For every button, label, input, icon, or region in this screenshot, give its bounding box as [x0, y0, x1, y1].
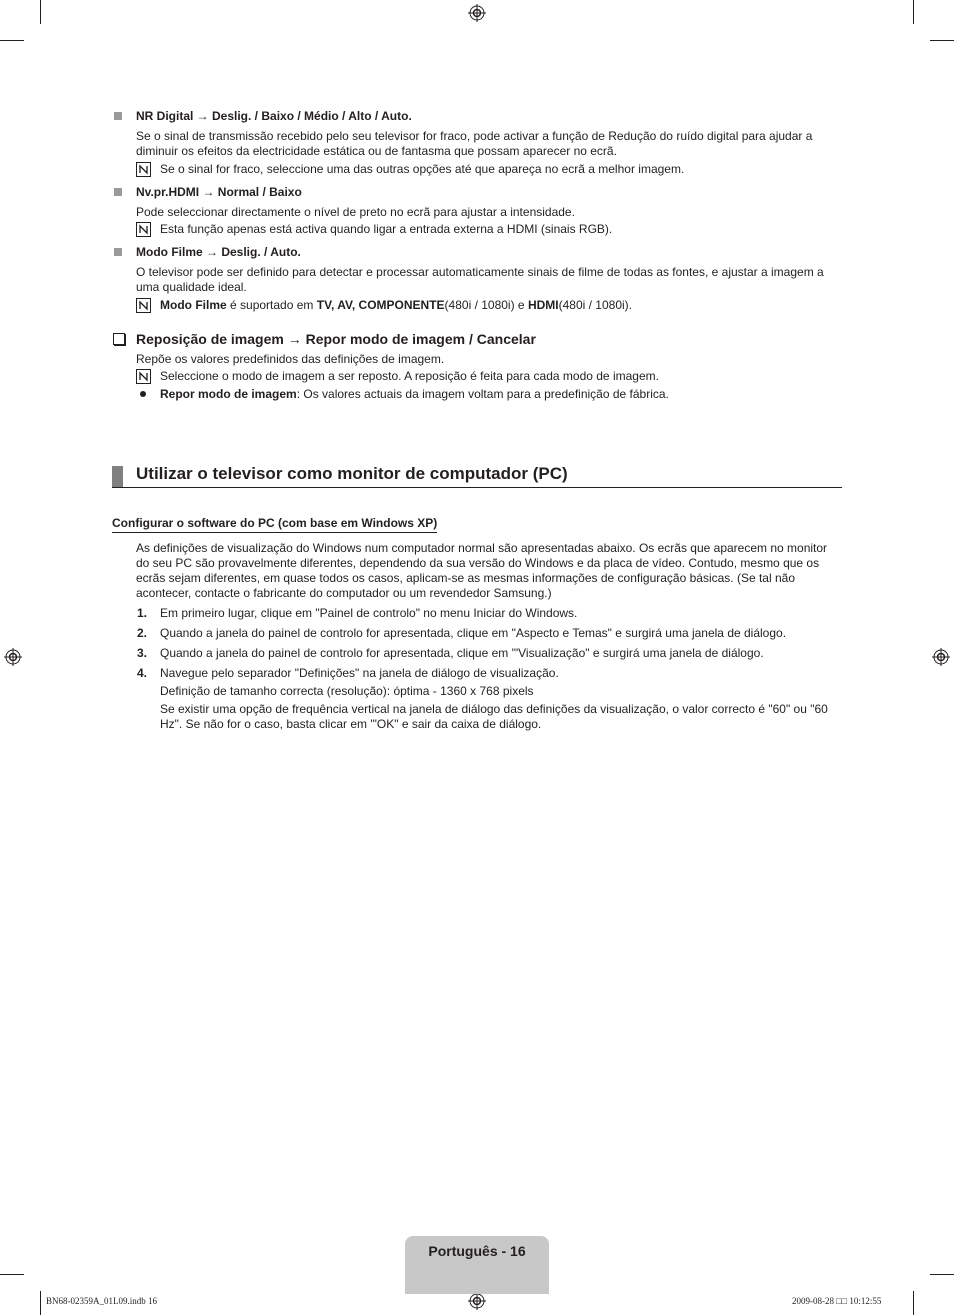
note-icon: [136, 222, 151, 237]
step-detail: Se existir uma opção de frequência vertical na janela de diálogo das definições da visualização, o valor correcto é "60" ou "60 Hz". Se não for o caso, basta clicar em '"OK" e sair da caixa de diálogo.: [160, 702, 828, 731]
bullet-bold: Repor modo de imagem: [160, 387, 297, 401]
crop-mark: [930, 1274, 954, 1275]
note-icon: [136, 298, 151, 313]
step-number: 4.: [137, 666, 148, 680]
crop-mark: [40, 1291, 41, 1315]
reset-title: Reposição de imagem → Repor modo de imagem / Cancelar: [136, 331, 536, 347]
note-bold: TV, AV, COMPONENTE: [316, 298, 445, 312]
item-text: Se o sinal de transmissão recebido pelo seu televisor for fraco, pode activar a função de Redução do ruído digital para ajudar a diminuir os efeitos da electricidade estática ou de fantasma que possam aparecer no ecrã.: [136, 129, 813, 158]
step-number: 2.: [137, 626, 148, 640]
reset-text: Repõe os valores predefinidos das definições de imagem.: [136, 352, 445, 366]
note-text: [160, 298, 840, 313]
registration-mark-icon: [4, 648, 22, 666]
step-text: Quando a janela do painel de controlo for apresentada, clique em "Aspecto e Temas" e surgirá uma janela de diálogo.: [160, 626, 787, 640]
step-number: 1.: [137, 606, 148, 620]
bullet-span: : Os valores actuais da imagem voltam para a predefinição de fábrica.: [296, 387, 669, 401]
note-span: (480i / 1080i) e: [444, 298, 528, 312]
item-text: Pode seleccionar directamente o nível de preto no ecrã para ajustar a intensidade.: [136, 205, 575, 219]
square-bullet-icon: [114, 248, 122, 256]
note-icon: [136, 162, 151, 177]
registration-mark-icon: [932, 648, 950, 666]
note-bold: HDMI: [527, 298, 559, 312]
step-detail: Definição de tamanho correcta (resolução): óptima - 1360 x 768 pixels: [160, 684, 534, 698]
note-text: Seleccione o modo de imagem a ser reposto. A reposição é feita para cada modo de imagem.: [160, 369, 659, 383]
note-text: Esta função apenas está activa quando ligar a entrada externa a HDMI (sinais RGB).: [160, 222, 613, 236]
crop-mark: [40, 0, 41, 24]
item-title: Nv.pr.HDMI → Normal / Baixo: [136, 185, 302, 199]
registration-mark-icon: [468, 4, 486, 22]
slug-date: 2009-08-28 □□ 10:12:55: [792, 1296, 882, 1306]
section-rule: [112, 487, 842, 488]
item-text: O televisor pode ser definido para detectar e processar automaticamente sinais de filme de todas as fontes, e ajustar a imagem a uma qualidade ideal.: [136, 265, 824, 294]
step-text: Navegue pelo separador "Definições" na janela de diálogo de visualização.: [160, 666, 559, 680]
step-text: Quando a janela do painel de controlo for apresentada, clique em '"Visualização" e surgirá uma janela de diálogo.: [160, 646, 764, 660]
note-span: é suportado em: [226, 298, 317, 312]
crop-mark: [0, 1274, 24, 1275]
registration-mark-icon: [468, 1292, 486, 1310]
section-heading-bar: [112, 466, 123, 488]
square-bullet-icon: [114, 188, 122, 196]
square-bullet-icon: [114, 112, 122, 120]
note-bold: Modo Filme: [160, 298, 227, 312]
item-title: Modo Filme → Deslig. / Auto.: [136, 245, 301, 259]
checkbox-bullet-icon: [113, 333, 125, 345]
crop-mark: [913, 1291, 914, 1315]
crop-mark: [930, 40, 954, 41]
note-span: (480i / 1080i).: [558, 298, 632, 312]
crop-mark: [0, 40, 24, 41]
item-title: NR Digital → Deslig. / Baixo / Médio / Alto / Auto.: [136, 109, 412, 123]
crop-mark: [913, 0, 914, 24]
note-text: Se o sinal for fraco, seleccione uma das outras opções até que apareça no ecrã a melhor imagem.: [160, 162, 685, 176]
round-bullet-icon: [140, 391, 146, 397]
subheading: Configurar o software do PC (com base em Windows XP): [112, 516, 437, 533]
section-heading: Utilizar o televisor como monitor de computador (PC): [136, 464, 568, 483]
bullet-text: [160, 387, 840, 402]
intro-text: As definições de visualização do Windows num computador normal são apresentadas abaixo. Os ecrãs que aparecem no monitor do seu PC são provavelmente diferentes, dependendo da sua versão do Windows e da placa de vídeo. Contudo, mesmo que os ecrãs sejam diferentes, em quase todos os casos, aplicam-se as mesmas informações de configuração básicas. (Se tal não acontecer, contacte o fabricante do computador ou um revendedor Samsung.): [136, 541, 828, 600]
note-icon: [136, 369, 151, 384]
step-text: Em primeiro lugar, clique em "Painel de controlo" no menu Iniciar do Windows.: [160, 606, 578, 620]
page-number: Português - 16: [428, 1243, 526, 1259]
slug-file: BN68-02359A_01L09.indb 16: [46, 1296, 157, 1306]
step-number: 3.: [137, 646, 148, 660]
